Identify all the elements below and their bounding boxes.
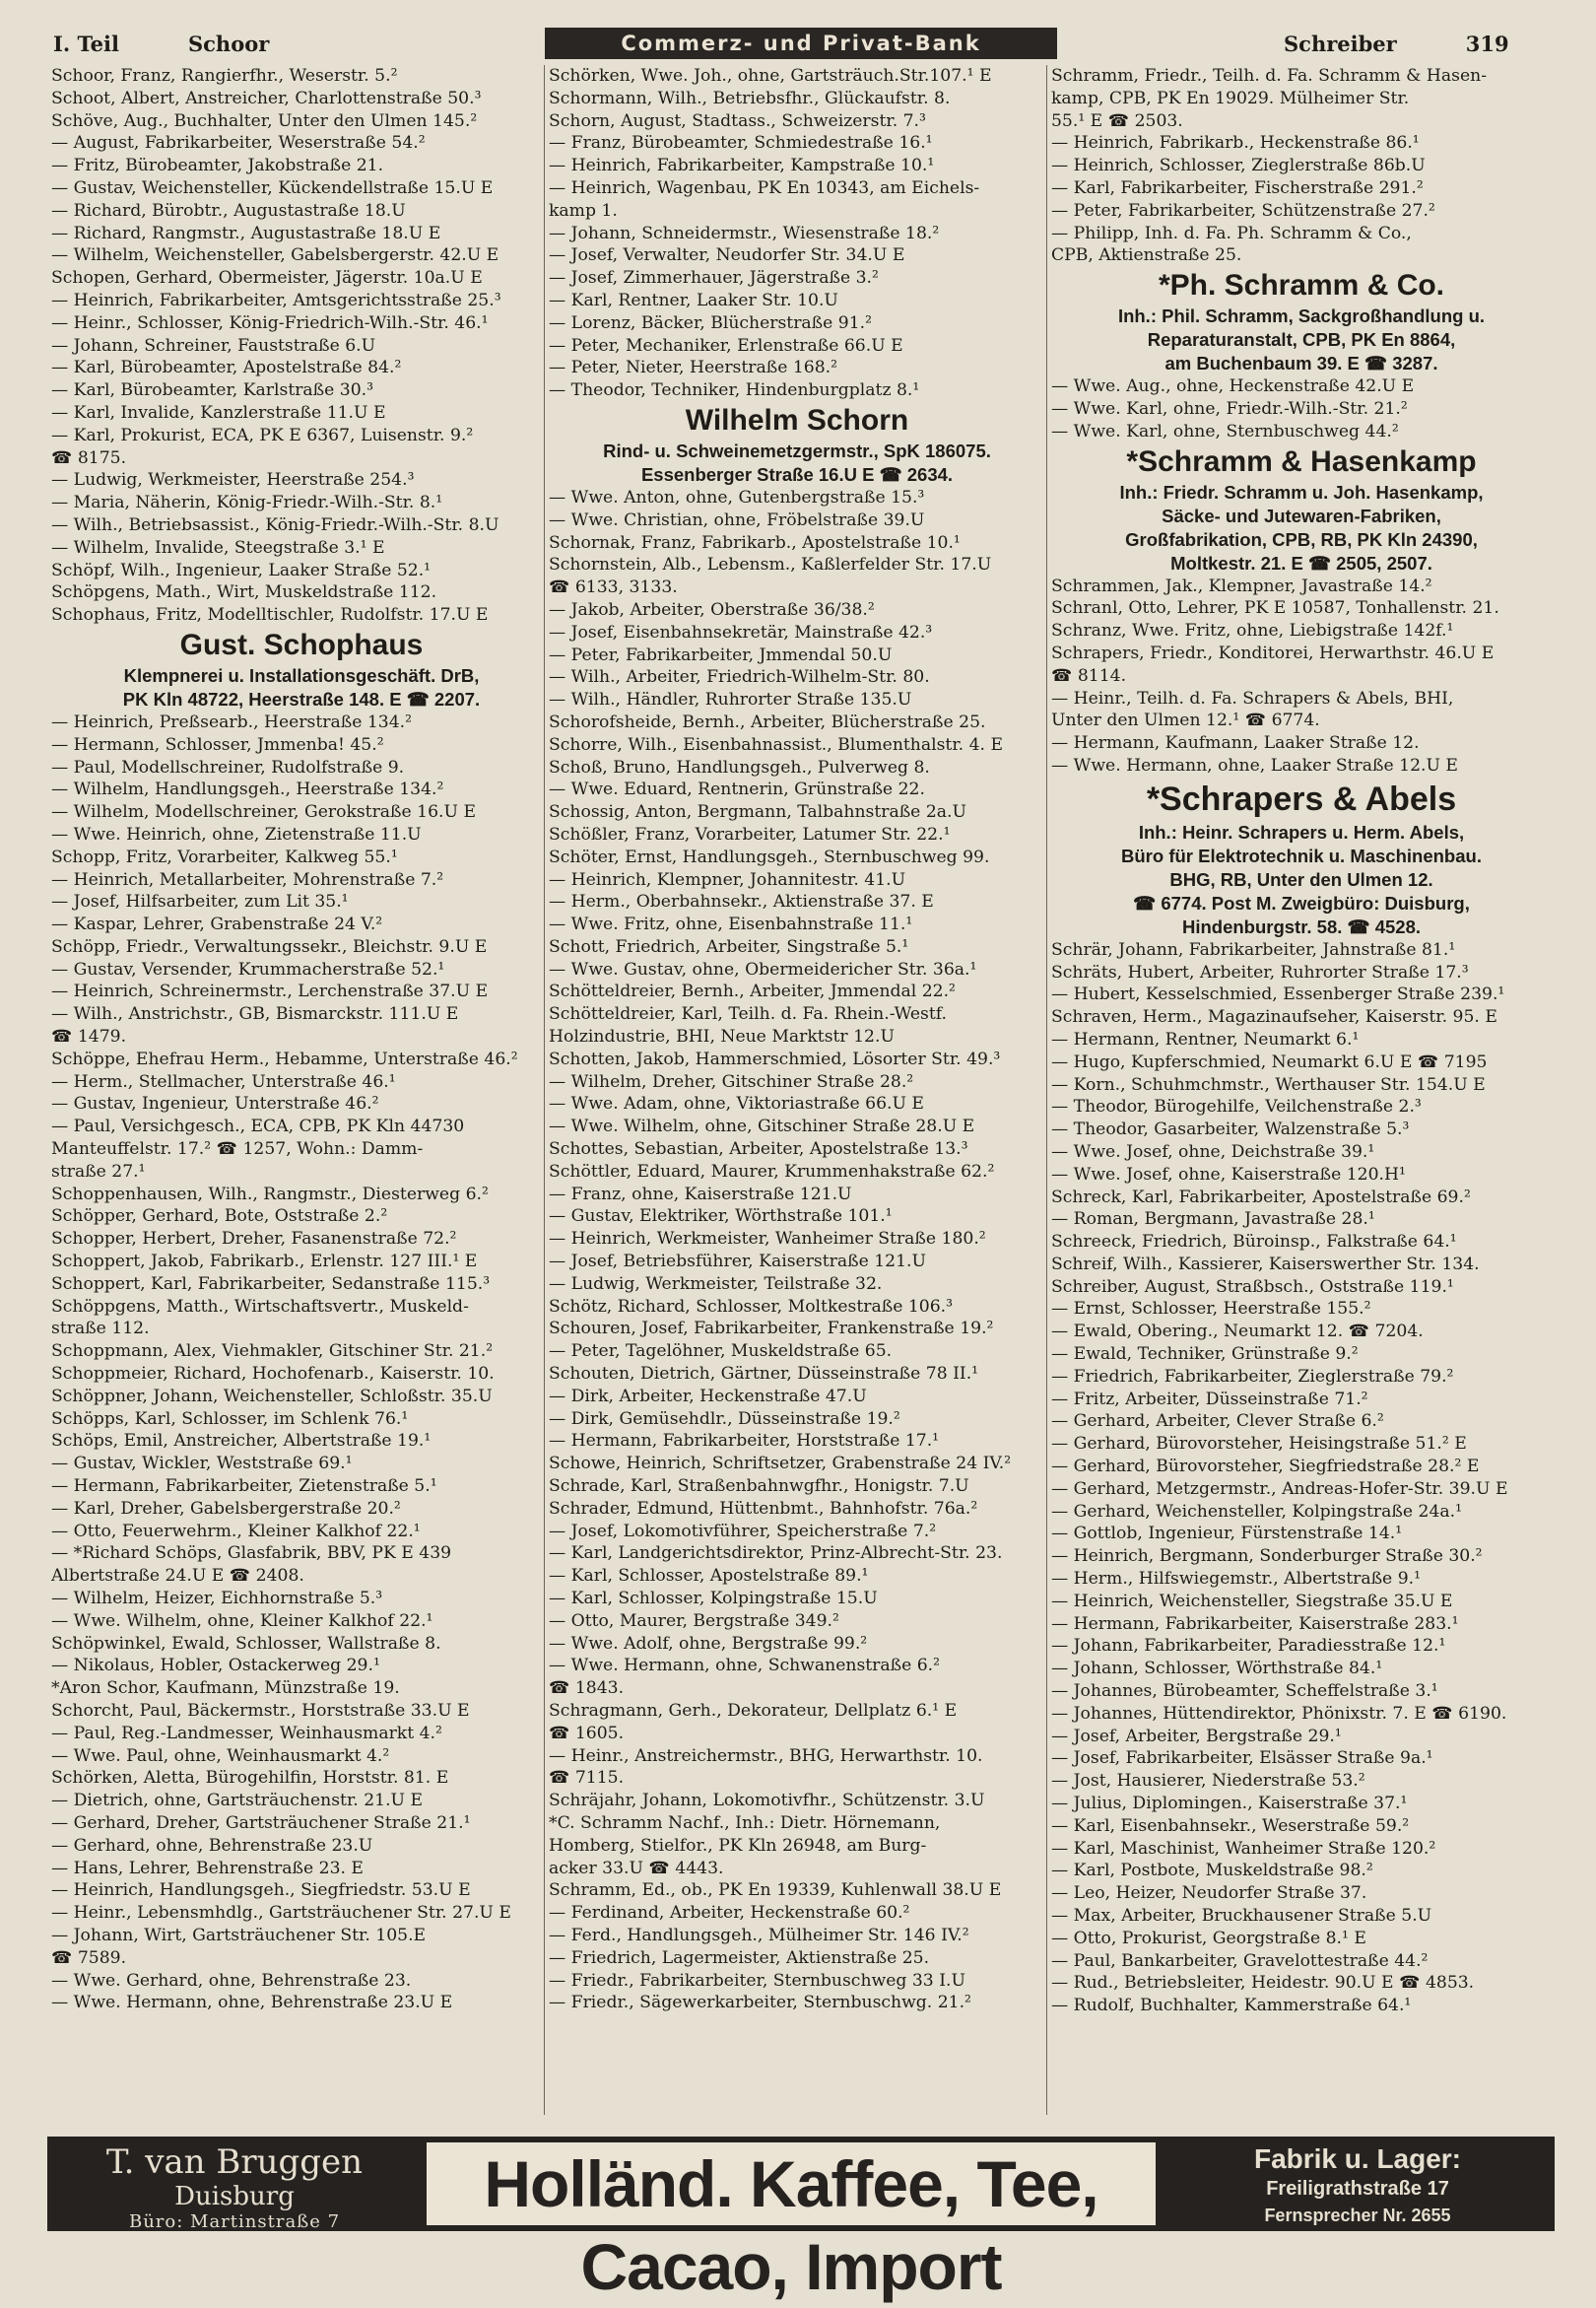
directory-entry: — *Richard Schöps, Glasfabrik, BBV, PK E 439: [51, 1543, 452, 1564]
directory-entry: Schophaus, Fritz, Modelltischler, Rudolfstr. 17.U E: [51, 605, 489, 626]
directory-entry: — Peter, Tagelöhner, Muskeldstraße 65.: [549, 1341, 893, 1362]
directory-entry: — Wwe. Adolf, ohne, Bergstraße 99.²: [549, 1633, 868, 1654]
footer-company-city: Duisburg: [174, 2182, 295, 2211]
directory-entry: — Wwe. Gerhard, ohne, Behrenstraße 23.: [51, 1970, 412, 1991]
directory-entry: — Heinrich, Fabrikarbeiter, Kampstraße 10.¹: [549, 156, 935, 176]
directory-entry: Schreeck, Friedrich, Büroinsp., Falkstraße 64.¹: [1051, 1232, 1457, 1253]
directory-entry: — Ludwig, Werkmeister, Heerstraße 254.³: [51, 470, 415, 491]
directory-entry: — Gustav, Ingenieur, Unterstraße 46.²: [51, 1094, 379, 1115]
directory-entry: — Wwe. Wilhelm, ohne, Gitschiner Straße 28.U E: [549, 1117, 975, 1137]
directory-entry: — Korn., Schuhmchmstr., Werthauser Str. 154.U E: [1051, 1074, 1486, 1095]
advertisement-title: Wilhelm Schorn: [685, 403, 909, 437]
directory-entry: — Josef, Arbeiter, Bergstraße 29.¹: [1051, 1726, 1342, 1746]
directory-entry: — Wilh., Arbeiter, Friedrich-Wilhelm-Str. 80.: [549, 667, 930, 688]
directory-entry: — Karl, Schlosser, Apostelstraße 89.¹: [549, 1566, 869, 1587]
directory-entry: — Gerhard, Dreher, Gartsträuchener Straße 21.¹: [51, 1812, 471, 1833]
directory-entry: — Leo, Heizer, Neudorfer Straße 37.: [1051, 1883, 1367, 1904]
directory-entry: — Karl, Invalide, Kanzlerstraße 11.U E: [51, 402, 386, 423]
directory-entry: — August, Fabrikarbeiter, Weserstraße 54.²: [51, 133, 426, 154]
directory-entry: — Ferdinand, Arbeiter, Heckenstraße 60.²: [549, 1903, 910, 1924]
directory-entry: ☎ 1605.: [549, 1723, 625, 1743]
directory-entry: — Wilhelm, Modellschreiner, Gerokstraße 16.U E: [51, 802, 476, 823]
directory-entry: Schotten, Jakob, Hammerschmied, Lösorter Str. 49.³: [549, 1049, 1001, 1069]
directory-entry: — Wwe. Josef, ohne, Kaiserstraße 120.H¹: [1051, 1164, 1406, 1185]
directory-entry: — Franz, ohne, Kaiserstraße 121.U: [549, 1184, 852, 1204]
directory-entry: — Karl, Postbote, Muskeldstraße 98.²: [1051, 1861, 1373, 1881]
directory-entry: — Jost, Hausierer, Niederstraße 53.²: [1051, 1771, 1365, 1792]
advertisement-line: Moltkestr. 21. E ☎ 2505, 2507.: [1170, 552, 1432, 574]
directory-entry: — Karl, Rentner, Laaker Str. 10.U: [549, 290, 838, 310]
directory-entry: — Wilhelm, Dreher, Gitschiner Straße 28.²: [549, 1071, 914, 1092]
directory-entry: — Ernst, Schlosser, Heerstraße 155.²: [1051, 1299, 1371, 1320]
header-banner: Commerz- und Privat-Bank: [545, 28, 1057, 59]
directory-entry: Schott, Friedrich, Arbeiter, Singstraße 5.¹: [549, 936, 909, 957]
directory-entry: — Heinr., Anstreichermstr., BHG, Herwarthstr. 10.: [549, 1745, 983, 1766]
directory-entry: Schöppgens, Matth., Wirtschaftsvertr., Muskeld-: [51, 1296, 469, 1317]
directory-entry: — Johann, Schneidermstr., Wiesenstraße 18.²: [549, 223, 940, 243]
directory-entry: — Friedrich, Fabrikarbeiter, Zieglerstraße 79.²: [1051, 1366, 1454, 1387]
directory-entry: acker 33.U ☎ 4443.: [549, 1858, 724, 1878]
directory-entry: — Heinr., Teilh. d. Fa. Schrapers & Abels, BHI,: [1051, 688, 1454, 709]
directory-entry: — Karl, Bürobeamter, Karlstraße 30.³: [51, 380, 374, 401]
directory-entry: Albertstraße 24.U E ☎ 2408.: [51, 1566, 304, 1587]
directory-entry: — Hermann, Schlosser, Jmmenba! 45.²: [51, 734, 384, 755]
advertisement-line: Reparaturanstalt, CPB, PK En 8864,: [1147, 329, 1456, 351]
directory-entry: — Ewald, Techniker, Grünstraße 9.²: [1051, 1344, 1359, 1365]
directory-entry: Schorcht, Paul, Bäckermstr., Horststraße 33.U E: [51, 1700, 470, 1721]
directory-entry: — Wwe. Josef, ohne, Deichstraße 39.¹: [1051, 1141, 1375, 1162]
advertisement-title: *Schrapers & Abels: [1146, 780, 1457, 818]
directory-entry: Schräjahr, Johann, Lokomotivfhr., Schützenstr. 3.U: [549, 1791, 985, 1811]
directory-entry: — Wilhelm, Handlungsgeh., Heerstraße 134.²: [51, 780, 444, 800]
directory-entry: — Wwe. Karl, ohne, Friedr.-Wilh.-Str. 21.²: [1051, 398, 1408, 419]
directory-entry: — Wwe. Karl, ohne, Sternbuschweg 44.²: [1051, 421, 1399, 441]
directory-entry: Schöpwinkel, Ewald, Schlosser, Wallstraße 8.: [51, 1633, 441, 1654]
advertisement-line: Büro für Elektrotechnik u. Maschinenbau.: [1121, 845, 1482, 866]
directory-entry: ☎ 7589.: [51, 1947, 127, 1968]
directory-entry: — Rudolf, Buchhalter, Kammerstraße 64.¹: [1051, 1996, 1412, 2016]
directory-entry: straße 27.¹: [51, 1161, 146, 1182]
directory-entry: Schottes, Sebastian, Arbeiter, Apostelstraße 13.³: [549, 1139, 968, 1160]
directory-entry: — Johann, Schreiner, Fauststraße 6.U: [51, 335, 376, 356]
directory-entry: Schrammen, Jak., Klempner, Javastraße 14.²: [1051, 576, 1432, 596]
directory-entry: Schöppe, Ehefrau Herm., Hebamme, Unterstraße 46.²: [51, 1049, 518, 1069]
directory-entry: — Ferd., Handlungsgeh., Mülheimer Str. 146 IV.²: [549, 1925, 969, 1945]
directory-entry: — Johann, Wirt, Gartsträuchener Str. 105.E: [51, 1925, 427, 1945]
advertisement-line: Essenberger Straße 16.U E ☎ 2634.: [640, 463, 954, 485]
directory-entry: Schreif, Wilh., Kassierer, Kaiserswerther Str. 134.: [1051, 1254, 1480, 1274]
advertisement-line: Inh.: Friedr. Schramm u. Joh. Hasenkamp,: [1119, 481, 1484, 503]
directory-entry: — Herm., Oberbahnsekr., Aktienstraße 37. E: [549, 892, 934, 913]
directory-entry: — Otto, Prokurist, Georgstraße 8.¹ E: [1051, 1928, 1366, 1948]
directory-entry: — Karl, Schlosser, Kolpingstraße 15.U: [549, 1589, 878, 1608]
header-right: [1284, 32, 1509, 56]
directory-entry: — Karl, Landgerichtsdirektor, Prinz-Albrecht-Str. 23.: [549, 1543, 1003, 1564]
directory-entry: Schraven, Herm., Magazinaufseher, Kaiserstr. 95. E: [1051, 1007, 1497, 1028]
directory-entry: — Dirk, Gemüsehdlr., Düsseinstraße 19.²: [549, 1408, 900, 1429]
directory-entry: — Heinrich, Schlosser, Zieglerstraße 86b.U: [1051, 156, 1426, 176]
directory-entry: — Wilh., Betriebsassist., König-Friedr.-Wilh.-Str. 8.U: [51, 514, 499, 535]
advertisement-title: *Schramm & Hasenkamp: [1126, 444, 1477, 478]
page-header: [47, 28, 1555, 59]
directory-entry: — Hermann, Fabrikarbeiter, Kaiserstraße 283.¹: [1051, 1613, 1459, 1634]
directory-entry: Schötteldreier, Bernh., Arbeiter, Jmmendal 22.²: [549, 982, 956, 1002]
directory-entry: straße 112.: [51, 1319, 150, 1339]
directory-entry: — Dietrich, ohne, Gartsträuchenstr. 21.U E: [51, 1791, 424, 1811]
directory-entry: — Hermann, Fabrikarbeiter, Horststraße 17.¹: [549, 1431, 940, 1452]
directory-entry: — Hubert, Kesselschmied, Essenberger Straße 239.¹: [1051, 984, 1505, 1005]
directory-entry: — Nikolaus, Hobler, Ostackerweg 29.¹: [51, 1656, 380, 1676]
directory-entry: Schöppner, Johann, Weichensteller, Schloßstr. 35.U: [51, 1386, 493, 1406]
advertisement-line: Inh.: Phil. Schramm, Sackgroßhandlung u.: [1117, 305, 1486, 327]
directory-entry: 55.¹ E ☎ 2503.: [1051, 110, 1183, 131]
directory-entry: — Paul, Reg.-Landmesser, Weinhausmarkt 4.²: [51, 1723, 442, 1743]
directory-entry: — Gerhard, Arbeiter, Clever Straße 6.²: [1051, 1411, 1384, 1432]
directory-entry: — Karl, Eisenbahnsekr., Weserstraße 59.²: [1051, 1815, 1410, 1836]
directory-entry: — Johann, Schlosser, Wörthstraße 84.¹: [1051, 1659, 1383, 1679]
directory-entry: Schreck, Karl, Fabrikarbeiter, Apostelstraße 69.²: [1051, 1187, 1471, 1207]
advertisement-line: BHG, RB, Unter den Ulmen 12.: [1169, 868, 1433, 890]
advertisement-line: ☎ 6774. Post M. Zweigbüro: Duisburg,: [1133, 892, 1470, 914]
advertisement-line: Hindenburgstr. 58. ☎ 4528.: [1181, 916, 1422, 937]
directory-entry: — Herm., Stellmacher, Unterstraße 46.¹: [51, 1071, 396, 1092]
directory-entry: — Rud., Betriebsleiter, Heidestr. 90.U E ☎ 4853.: [1051, 1973, 1475, 1994]
directory-entry: — Hermann, Rentner, Neumarkt 6.¹: [1051, 1029, 1360, 1050]
directory-entry: Schößler, Franz, Vorarbeiter, Latumer Str. 22.¹: [549, 824, 951, 845]
directory-entry: — Maria, Näherin, König-Friedr.-Wilh.-Str. 8.¹: [51, 493, 443, 513]
directory-entry: Schöpf, Wilh., Ingenieur, Laaker Straße 52.¹: [51, 560, 432, 580]
directory-entry: — Wwe. Hermann, ohne, Laaker Straße 12.U E: [1051, 755, 1458, 776]
directory-entry: Schrader, Edmund, Hüttenbmt., Bahnhofstr. 76a.²: [549, 1498, 978, 1519]
directory-entry: Schötteldreier, Karl, Teilh. d. Fa. Rhein.-Westf.: [549, 1004, 947, 1025]
directory-entry: — Wilhelm, Heizer, Eichhornstraße 5.³: [51, 1589, 383, 1608]
footer-right: [1161, 2142, 1555, 2229]
directory-entry: ☎ 8114.: [1051, 665, 1127, 686]
directory-entry: — Friedr., Fabrikarbeiter, Sternbuschweg 33 I.U: [549, 1970, 965, 1991]
directory-entry: Schorn, August, Stadtass., Schweizerstr. 7.³: [549, 110, 926, 131]
directory-entry: — Wilhelm, Weichensteller, Gabelsbergerstr. 42.U E: [51, 245, 499, 266]
directory-entry: Schöpps, Karl, Schlosser, im Schlenk 76.¹: [51, 1408, 409, 1429]
directory-entry: — Gustav, Weichensteller, Kückendellstraße 15.U E: [51, 177, 494, 198]
directory-entry: — Wwe. Anton, ohne, Gutenbergstraße 15.³: [549, 487, 925, 508]
directory-entry: — Wwe. Hermann, ohne, Behrenstraße 23.U E: [51, 1993, 453, 2013]
directory-entry: — Josef, Hilfsarbeiter, zum Lit 35.¹: [51, 892, 349, 913]
directory-entry: — Johannes, Bürobeamter, Scheffelstraße 3.¹: [1051, 1681, 1438, 1702]
directory-entry: — Paul, Versichgesch., ECA, CPB, PK Kln 44730: [51, 1117, 465, 1137]
directory-entry: — Karl, Dreher, Gabelsbergerstraße 20.²: [51, 1498, 401, 1519]
directory-entry: — Wwe. Hermann, ohne, Schwanenstraße 6.²: [549, 1656, 941, 1676]
business-advertisement: [1047, 267, 1556, 375]
footer-factory-title: Fabrik u. Lager:: [1253, 2143, 1462, 2174]
directory-entry: Schormann, Wilh., Betriebsfhr., Glückaufstr. 8.: [549, 88, 951, 108]
directory-entry: — Karl, Fabrikarbeiter, Fischerstraße 291.²: [1051, 177, 1424, 198]
directory-entry: — Gerhard, Bürovorsteher, Heisingstraße 51.² E: [1051, 1434, 1467, 1455]
footer-slogan: Holländ. Kaffee, Tee, Cacao, Import: [427, 2142, 1156, 2225]
directory-entry: — Josef, Betriebsführer, Kaiserstraße 121.U: [549, 1252, 926, 1272]
directory-entry: Schöter, Ernst, Handlungsgeh., Sternbuschweg 99.: [549, 847, 990, 867]
directory-entry: — Paul, Bankarbeiter, Gravelottestraße 44.²: [1051, 1950, 1429, 1971]
directory-entry: kamp, CPB, PK En 19029. Mülheimer Str.: [1051, 88, 1410, 108]
directory-entry: Schoppert, Jakob, Fabrikarb., Erlenstr. 127 III.¹ E: [51, 1252, 478, 1272]
directory-entry: ☎ 1843.: [549, 1678, 625, 1699]
directory-entry: Schöpgens, Math., Wirt, Muskeldstraße 112.: [51, 582, 437, 603]
directory-entry: — Kaspar, Lehrer, Grabenstraße 24 V.²: [51, 915, 383, 935]
directory-entry: Schopen, Gerhard, Obermeister, Jägerstr. 10a.U E: [51, 268, 483, 289]
directory-entry: — Dirk, Arbeiter, Heckenstraße 47.U: [549, 1386, 867, 1406]
directory-entry: *Aron Schor, Kaufmann, Münzstraße 19.: [51, 1678, 400, 1699]
header-part: I. Teil: [53, 32, 119, 56]
directory-entry: — Ludwig, Werkmeister, Teilstraße 32.: [549, 1273, 883, 1294]
directory-entry: — Heinrich, Fabrikarbeiter, Amtsgerichtsstraße 25.³: [51, 290, 501, 310]
directory-entry: — Heinrich, Fabrikarb., Heckenstraße 86.¹: [1051, 133, 1420, 154]
directory-entry: — Herm., Hilfswiegemstr., Albertstraße 9.¹: [1051, 1569, 1421, 1590]
directory-entry: — Wwe. Christian, ohne, Fröbelstraße 39.U: [549, 509, 925, 530]
directory-entry: Schöpper, Gerhard, Bote, Oststraße 2.²: [51, 1206, 388, 1227]
footer-factory-phone: Fernsprecher Nr. 2655: [1264, 2206, 1451, 2225]
advertisement-line: Großfabrikation, CPB, RB, PK Kln 24390,: [1125, 528, 1478, 550]
directory-entry: — Peter, Fabrikarbeiter, Schützenstraße 27.²: [1051, 200, 1435, 221]
directory-entry: — Fritz, Arbeiter, Düsseinstraße 71.²: [1051, 1389, 1368, 1409]
directory-entry: — Peter, Fabrikarbeiter, Jmmendal 50.U: [549, 645, 893, 665]
directory-entry: — Philipp, Inh. d. Fa. Ph. Schramm & Co.,: [1051, 223, 1412, 243]
directory-entry: — Paul, Modellschreiner, Rudolfstraße 9.: [51, 757, 405, 778]
advertisement-line: Klempnerei u. Installationsgeschäft. DrB,: [123, 664, 480, 686]
directory-entry: — Gustav, Versender, Krummacherstraße 52.¹: [51, 959, 445, 980]
directory-entry: Schoor, Franz, Rangierfhr., Weserstr. 5.²: [51, 66, 398, 86]
directory-entry: — Josef, Zimmerhauer, Jägerstraße 3.²: [549, 268, 879, 289]
directory-entry: Schrapers, Friedr., Konditorei, Herwarthstr. 46.U E: [1051, 643, 1495, 663]
directory-entry: — Gustav, Elektriker, Wörthstraße 101.¹: [549, 1206, 893, 1227]
directory-entry: — Friedr., Sägewerkarbeiter, Sternbuschwg. 21.²: [549, 1993, 971, 2013]
directory-entry: — Peter, Mechaniker, Erlenstraße 66.U E: [549, 335, 903, 356]
directory-entry: Schörken, Wwe. Joh., ohne, Gartsträuch.Str.107.¹ E: [549, 66, 992, 86]
directory-entry: — Wwe. Eduard, Rentnerin, Grünstraße 22.: [549, 780, 925, 800]
column-1: [47, 65, 556, 2115]
directory-entry: ☎ 7115.: [549, 1768, 625, 1789]
header-left-name: Schoor: [187, 32, 270, 56]
directory-entry: Schranl, Otto, Lehrer, PK E 10587, Tonhallenstr. 21.: [1051, 598, 1499, 619]
directory-entry: — Heinrich, Handlungsgeh., Siegfriedstr. 53.U E: [51, 1880, 471, 1901]
directory-entry: Schöpp, Friedr., Verwaltungssekr., Bleichstr. 9.U E: [51, 936, 488, 957]
directory-entry: — Heinrich, Preßsearb., Heerstraße 134.²: [51, 712, 413, 732]
directory-entry: — Karl, Prokurist, ECA, PK E 6367, Luisenstr. 9.²: [51, 425, 474, 445]
directory-entry: — Wwe. Aug., ohne, Heckenstraße 42.U E: [1051, 376, 1415, 397]
directory-entry: Schoppmeier, Richard, Hochofenarb., Kaiserstr. 10.: [51, 1364, 495, 1385]
directory-entry: — Otto, Maurer, Bergstraße 349.²: [549, 1610, 839, 1631]
directory-entry: Schranz, Wwe. Fritz, ohne, Liebigstraße 142f.¹: [1051, 621, 1454, 642]
directory-entry: — Richard, Bürobtr., Augustastraße 18.U: [51, 200, 406, 221]
directory-entry: — Wwe. Adam, ohne, Viktoriastraße 66.U E: [549, 1094, 924, 1115]
directory-entry: — Hermann, Fabrikarbeiter, Zietenstraße 5.¹: [51, 1476, 437, 1497]
directory-entry: Schöttler, Eduard, Maurer, Krummenhakstraße 62.²: [549, 1161, 995, 1182]
directory-entry: — Gerhard, ohne, Behrenstraße 23.U: [51, 1835, 373, 1856]
directory-entry: Unter den Ulmen 12.¹ ☎ 6774.: [1051, 711, 1320, 731]
directory-entry: — Heinr., Lebensmhdlg., Gartsträuchener Str. 27.U E: [51, 1903, 511, 1924]
column-3: [1046, 65, 1556, 2115]
directory-entry: — Hermann, Kaufmann, Laaker Straße 12.: [1051, 733, 1420, 754]
directory-entry: — Fritz, Bürobeamter, Jakobstraße 21.: [51, 156, 384, 176]
directory-entry: Schötz, Richard, Schlosser, Moltkestraße 106.³: [549, 1296, 954, 1317]
footer-company-name: T. van Bruggen: [105, 2142, 364, 2182]
directory-entry: Schoß, Bruno, Handlungsgeh., Pulverweg 8.: [549, 757, 930, 778]
directory-entry: Schowe, Heinrich, Schriftsetzer, Grabenstraße 24 IV.²: [549, 1454, 1012, 1474]
directory-entry: — Heinrich, Bergmann, Sonderburger Straße 30.²: [1051, 1546, 1483, 1567]
footer-left: [47, 2142, 422, 2233]
advertisement-line: Säcke- und Jutewaren-Fabriken,: [1162, 505, 1441, 526]
directory-entry: Schopper, Herbert, Dreher, Fasanenstraße 72.²: [51, 1229, 457, 1250]
directory-entry: — Gerhard, Weichensteller, Kolpingstraße 24a.¹: [1051, 1501, 1462, 1522]
directory-entry: ☎ 1479.: [51, 1027, 127, 1048]
business-advertisement: [545, 402, 1049, 487]
directory-entry: — Friedrich, Lagermeister, Aktienstraße 25.: [549, 1947, 930, 1968]
directory-entry: — Heinrich, Werkmeister, Wanheimer Straße 180.²: [549, 1229, 986, 1250]
directory-entry: Schöps, Emil, Anstreicher, Albertstraße 19.¹: [51, 1431, 432, 1452]
column-2: [544, 65, 1049, 2115]
advertisement-line: am Buchenbaum 39. E ☎ 3287.: [1164, 353, 1438, 374]
directory-entry: Holzindustrie, BHI, Neue Marktstr 12.U: [549, 1027, 895, 1048]
directory-entry: — Johann, Fabrikarbeiter, Paradiesstraße 12.¹: [1051, 1636, 1446, 1657]
directory-entry: — Heinrich, Klempner, Johannitestr. 41.U: [549, 869, 906, 890]
directory-entry: — Wilh., Anstrichstr., GB, Bismarckstr. 111.U E: [51, 1004, 459, 1025]
header-right-name: Schreiber: [1284, 32, 1397, 56]
directory-entry: — Theodor, Bürogehilfe, Veilchenstraße 2.³: [1051, 1097, 1422, 1118]
directory-entry: — Heinrich, Schreinermstr., Lerchenstraße 37.U E: [51, 982, 489, 1002]
footer-factory-address: Freiligrathstraße 17: [1266, 2178, 1449, 2200]
advertisement-title: *Ph. Schramm & Co.: [1158, 269, 1445, 303]
directory-entry: Homberg, Stielfor., PK Kln 26948, am Burg-: [549, 1835, 927, 1856]
directory-entry: Schoppenhausen, Wilh., Rangmstr., Diesterweg 6.²: [51, 1184, 489, 1204]
directory-entry: — Otto, Feuerwehrm., Kleiner Kalkhof 22.¹: [51, 1521, 421, 1541]
directory-entry: — Heinr., Schlosser, König-Friedrich-Wilh.-Str. 46.¹: [51, 312, 489, 333]
directory-entry: Schoppert, Karl, Fabrikarbeiter, Sedanstraße 115.³: [51, 1273, 491, 1294]
directory-entry: — Lorenz, Bäcker, Blücherstraße 91.²: [549, 312, 873, 333]
advertisement-title: Gust. Schophaus: [179, 628, 424, 661]
directory-entry: — Heinrich, Weichensteller, Siegstraße 35.U E: [1051, 1591, 1453, 1611]
directory-entry: — Hans, Lehrer, Behrenstraße 23. E: [51, 1858, 364, 1878]
directory-entry: Schossig, Anton, Bergmann, Talbahnstraße 2a.U: [549, 802, 966, 823]
directory-entry: — Richard, Rangmstr., Augustastraße 18.U E: [51, 223, 441, 243]
directory-entry: Schrade, Karl, Straßenbahnwgfhr., Honigstr. 7.U: [549, 1476, 969, 1497]
directory-entry: — Wwe. Fritz, ohne, Eisenbahnstraße 11.¹: [549, 915, 913, 935]
directory-entry: — Jakob, Arbeiter, Oberstraße 36/38.²: [549, 599, 875, 620]
directory-entry: — Johannes, Hüttendirektor, Phönixstr. 7. E ☎ 6190.: [1051, 1703, 1507, 1724]
directory-entry: — Josef, Fabrikarbeiter, Elsässer Straße 9a.¹: [1051, 1748, 1433, 1769]
directory-entry: — Wwe. Gustav, ohne, Obermeidericher Str. 36a.¹: [549, 959, 977, 980]
directory-entry: — Gottlob, Ingenieur, Fürstenstraße 14.¹: [1051, 1524, 1403, 1544]
business-advertisement: [1047, 778, 1556, 939]
directory-entry: — Josef, Eisenbahnsekretär, Mainstraße 42.³: [549, 622, 933, 643]
directory-entry: — Wwe. Paul, ohne, Weinhausmarkt 4.²: [51, 1745, 390, 1766]
directory-entry: Schreiber, August, Straßbsch., Oststraße 119.¹: [1051, 1276, 1454, 1297]
directory-entry: Schorre, Wilh., Eisenbahnassist., Blumenthalstr. 4. E: [549, 734, 1004, 755]
directory-entry: Schouten, Dietrich, Gärtner, Düsseinstraße 78 II.¹: [549, 1364, 979, 1385]
directory-entry: Schrär, Johann, Fabrikarbeiter, Jahnstraße 81.¹: [1051, 939, 1456, 960]
directory-entry: — Peter, Nieter, Heerstraße 168.²: [549, 358, 837, 378]
directory-entry: — Gerhard, Bürovorsteher, Siegfriedstraße 28.² E: [1051, 1457, 1480, 1477]
page-number: 319: [1465, 32, 1509, 56]
directory-entry: — Gerhard, Metzgermstr., Andreas-Hofer-Str. 39.U E: [1051, 1478, 1508, 1499]
header-left: [53, 32, 269, 56]
footer-company-office: Büro: Martinstraße 7: [128, 2211, 341, 2232]
advertisement-line: Rind- u. Schweinemetzgermstr., SpK 186075.: [603, 440, 991, 461]
directory-entry: *C. Schramm Nachf., Inh.: Dietr. Hörnemann,: [549, 1812, 941, 1833]
directory-entry: — Wilh., Händler, Ruhrorter Straße 135.U: [549, 690, 912, 711]
directory-entry: — Roman, Bergmann, Javastraße 28.¹: [1051, 1209, 1375, 1230]
directory-entry: Schornak, Franz, Fabrikarb., Apostelstraße 10.¹: [549, 532, 961, 553]
directory-entry: — Wwe. Wilhelm, ohne, Kleiner Kalkhof 22.¹: [51, 1610, 433, 1631]
directory-entry: — Ewald, Obering., Neumarkt 12. ☎ 7204.: [1051, 1322, 1424, 1342]
directory-entry: Schräts, Hubert, Arbeiter, Ruhrorter Straße 17.³: [1051, 962, 1469, 983]
advertisement-line: Inh.: Heinr. Schrapers u. Herm. Abels,: [1138, 821, 1465, 843]
directory-entry: — Karl, Bürobeamter, Apostelstraße 84.²: [51, 358, 402, 378]
directory-entry: Schoppmann, Alex, Viehmakler, Gitschiner Str. 21.²: [51, 1341, 494, 1362]
directory-entry: — Franz, Bürobeamter, Schmiedestraße 16.¹: [549, 133, 933, 154]
directory-entry: Schoot, Albert, Anstreicher, Charlottenstraße 50.³: [51, 88, 482, 108]
directory-entry: — Heinrich, Wagenbau, PK En 10343, am Eichels-: [549, 177, 980, 198]
directory-entry: — Hugo, Kupferschmied, Neumarkt 6.U E ☎ 7195: [1051, 1052, 1488, 1072]
directory-entry: Schramm, Ed., ob., PK En 19339, Kuhlenwall 38.U E: [549, 1880, 1002, 1901]
business-advertisement: [47, 627, 556, 712]
directory-entry: — Theodor, Gasarbeiter, Walzenstraße 5.³: [1051, 1120, 1410, 1140]
directory-entry: — Josef, Lokomotivführer, Speicherstraße 7.²: [549, 1521, 937, 1541]
directory-entry: — Julius, Diplomingen., Kaiserstraße 37.¹: [1051, 1794, 1408, 1814]
directory-entry: — Heinrich, Metallarbeiter, Mohrenstraße 7.²: [51, 869, 444, 890]
directory-entry: ☎ 6133, 3133.: [549, 577, 678, 598]
directory-entry: Schöve, Aug., Buchhalter, Unter den Ulmen 145.²: [51, 110, 478, 131]
directory-entry: — Josef, Verwalter, Neudorfer Str. 34.U E: [549, 245, 905, 266]
directory-entry: Schouren, Josef, Fabrikarbeiter, Frankenstraße 19.²: [549, 1319, 994, 1339]
directory-entry: — Karl, Maschinist, Wanheimer Straße 120.²: [1051, 1838, 1436, 1859]
directory-entry: — Wilhelm, Invalide, Steegstraße 3.¹ E: [51, 537, 385, 558]
footer-advertisement: [47, 2137, 1555, 2303]
directory-entry: ☎ 8175.: [51, 447, 127, 468]
directory-entry: Manteuffelstr. 17.² ☎ 1257, Wohn.: Damm-: [51, 1139, 424, 1160]
directory-entry: Schramm, Friedr., Teilh. d. Fa. Schramm & Hasen-: [1051, 66, 1487, 86]
directory-entry: — Wwe. Heinrich, ohne, Zietenstraße 11.U: [51, 824, 422, 845]
directory-entry: — Theodor, Techniker, Hindenburgplatz 8.¹: [549, 380, 920, 401]
directory-entry: Schragmann, Gerh., Dekorateur, Dellplatz 6.¹ E: [549, 1700, 958, 1721]
directory-entry: Schopp, Fritz, Vorarbeiter, Kalkweg 55.¹: [51, 847, 398, 867]
directory-entry: kamp 1.: [549, 200, 618, 221]
advertisement-line: PK Kln 48722, Heerstraße 148. E ☎ 2207.: [122, 688, 481, 710]
directory-entry: CPB, Aktienstraße 25.: [1051, 245, 1242, 266]
directory-entry: — Gustav, Wickler, Weststraße 69.¹: [51, 1454, 353, 1474]
business-advertisement: [1047, 443, 1556, 576]
directory-entry: — Max, Arbeiter, Bruckhausener Straße 5.U: [1051, 1906, 1432, 1926]
directory-entry: Schörken, Aletta, Bürogehilfin, Horststr. 81. E: [51, 1768, 449, 1789]
directory-entry: Schorofsheide, Bernh., Arbeiter, Blücherstraße 25.: [549, 712, 986, 732]
directory-entry: Schornstein, Alb., Lebensm., Kaßlerfelder Str. 17.U: [549, 555, 992, 576]
